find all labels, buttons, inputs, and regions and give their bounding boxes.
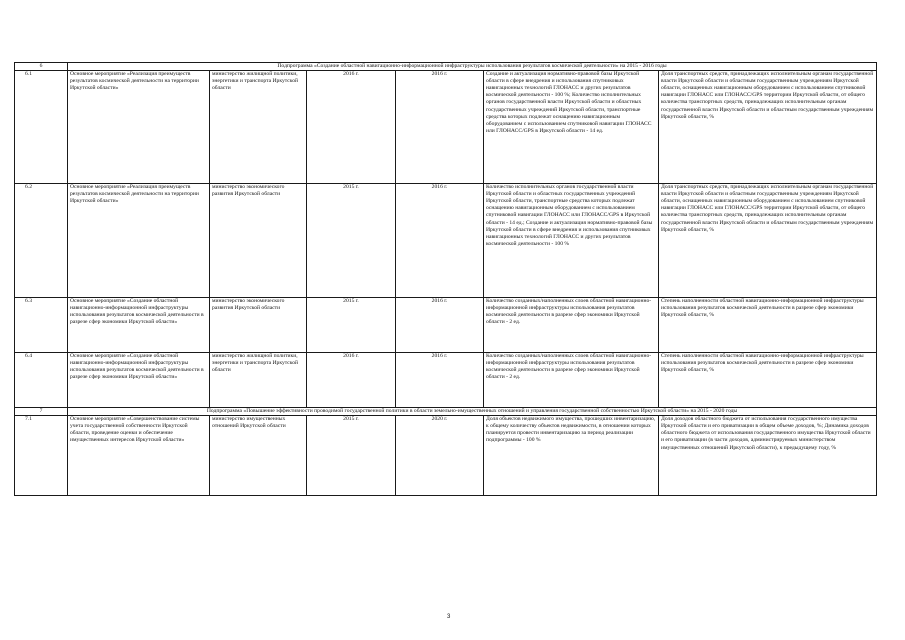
section-header-6 [15, 63, 877, 71]
end-year-cell: 2016 г. [396, 353, 484, 408]
indicator-cell: Доля доходов областного бюджета от использования государственного имущества Иркутской области и его приватизации в общем объеме доходов, %; Динамика доходов областного бюджета от использования государственного имущества Иркутской области и его приватизации (в части доходов, администрируемых министерством имущественных отношений Иркутской области), к предыдущему году, % [659, 416, 877, 496]
executor-cell: министерство жилищной политики, энергетики и транспорта Иркутской области [210, 353, 307, 408]
table-row [15, 184, 877, 298]
section-title: Подпрограмма «Создание областной навигационно-информационной инфраструктуры использования результатов космической деятельности» на 2015 - 2016 годы [68, 63, 877, 71]
section-number: 7 [15, 408, 68, 416]
end-year-cell: 2020 г. [396, 416, 484, 496]
result-cell: Количество созданных/наполненных слоев областной навигационно-информационной инфраструктуры использования результатов космической деятельности в разрезе сфер экономики Иркутской области - 2 ед. [484, 353, 659, 408]
event-cell: Основное мероприятие «Создание областной навигационно-информационной инфраструктуры использования результатов космической деятельности в разрезе сфер экономики Иркутской области» [68, 298, 210, 353]
indicator-cell: Степень наполненности областной навигационно-информационной инфраструктуры использования результатов космической деятельности в разрезе сфер экономики Иркутской области, % [659, 298, 877, 353]
event-cell: Основное мероприятие «Совершенствование системы учета государственной собственности Иркутской области, проведение оценки и обеспечение имущественных интересов Иркутской области» [68, 416, 210, 496]
executor-cell: министерство экономического развития Иркутской области [210, 184, 307, 298]
event-cell: Основное мероприятие «Создание областной навигационно-информационной инфраструктуры использования результатов космической деятельности в разрезе сфер экономики Иркутской области» [68, 353, 210, 408]
start-year-cell: 2015 г. [307, 184, 396, 298]
table-row [15, 298, 877, 353]
end-year-cell: 2016 г. [396, 298, 484, 353]
end-year-cell: 2016 г. [396, 71, 484, 184]
section-header-7 [15, 408, 877, 416]
start-year-cell: 2016 г. [307, 71, 396, 184]
start-year-cell: 2015 г. [307, 416, 396, 496]
indicator-cell: Доля транспортных средств, принадлежащих исполнительным органам государственной власти Иркутской области и областным государственным учреждениям Иркутской области, оснащенных навигационным оборудованием с использованием спутниковой навигации ГЛОНАСС или ГЛОНАСС/GPS территории Иркутской области, от общего количества транспортных средств, принадлежащих исполнительным органам государственной власти Иркутской области и областным государственным учреждениям Иркутской области, % [659, 184, 877, 298]
indicator-cell: Степень наполненности областной навигационно-информационной инфраструктуры использования результатов космической деятельности в разрезе сфер экономики Иркутской области, % [659, 353, 877, 408]
table-row [15, 71, 877, 184]
row-number: 6.2 [15, 184, 68, 298]
row-number: 7.1 [15, 416, 68, 496]
section-number: 6 [15, 63, 68, 71]
program-table [14, 62, 877, 496]
table-row [15, 416, 877, 496]
table-row [15, 353, 877, 408]
event-cell: Основное мероприятие «Реализация преимуществ результатов космической деятельности на территории Иркутской области» [68, 184, 210, 298]
result-cell: Создание и актуализация нормативно-правовой базы Иркутской области в сфере внедрения и использования спутниковых навигационных технологий ГЛОНАСС и других результатов космической деятельности - 100 %; Количество исполнительных органов государственной власти Иркутской области и областных государственных учреждений Иркутской области, транспортные средства которых подлежат оснащению навигационным оборудованием с использованием спутниковой навигации ГЛОНАСС или ГЛОНАСС/GPS в Иркутской области - 14 ед. [484, 71, 659, 184]
row-number: 6.1 [15, 71, 68, 184]
page-number: 3 [447, 614, 451, 620]
row-number: 6.3 [15, 298, 68, 353]
executor-cell: министерство жилищной политики, энергетики и транспорта Иркутской области [210, 71, 307, 184]
event-cell: Основное мероприятие «Реализация преимуществ результатов космической деятельности на территории Иркутской области» [68, 71, 210, 184]
result-cell: Доля объектов недвижимого имущества, прошедших инвентаризацию, к общему количеству объектов недвижимости, в отношении которых планируется провести инвентаризацию за период реализации подпрограммы - 100 % [484, 416, 659, 496]
executor-cell: министерство экономического развития Иркутской области [210, 298, 307, 353]
end-year-cell: 2016 г. [396, 184, 484, 298]
executor-cell: министерство имущественных отношений Иркутской области [210, 416, 307, 496]
start-year-cell: 2016 г. [307, 353, 396, 408]
result-cell: Количество исполнительных органов государственной власти Иркутской области и областных государственных учреждений Иркутской области, транспортные средства которых подлежат оснащению навигационным оборудованием с использованием спутниковой навигации ГЛОНАСС или ГЛОНАСС/GPS в Иркутской области - 14 ед.; Создание и актуализация нормативно-правовой базы Иркутской области в сфере внедрения и использования спутниковых навигационных технологий ГЛОНАСС и других результатов космической деятельности - 100 % [484, 184, 659, 298]
row-number: 6.4 [15, 353, 68, 408]
result-cell: Количество созданных/наполненных слоев областной навигационно-информационной инфраструктуры использования результатов космической деятельности в разрезе сфер экономики Иркутской области - 2 ед. [484, 298, 659, 353]
start-year-cell: 2015 г. [307, 298, 396, 353]
section-title: Подпрограмма «Повышение эффективности проводимой государственной политики в области земельно-имущественных отношений и управления государственной собственностью Иркутской области» на 2015 - 2020 годы [68, 408, 877, 416]
indicator-cell: Доля транспортных средств, принадлежащих исполнительным органам государственной власти Иркутской области и областным государственным учреждениям Иркутской области, оснащенных навигационным оборудованием с использованием спутниковой навигации ГЛОНАСС или ГЛОНАСС/GPS территории Иркутской области, от общего количества транспортных средств, принадлежащих исполнительным органам государственной власти Иркутской области и областным государственным учреждениям Иркутской области, % [659, 71, 877, 184]
